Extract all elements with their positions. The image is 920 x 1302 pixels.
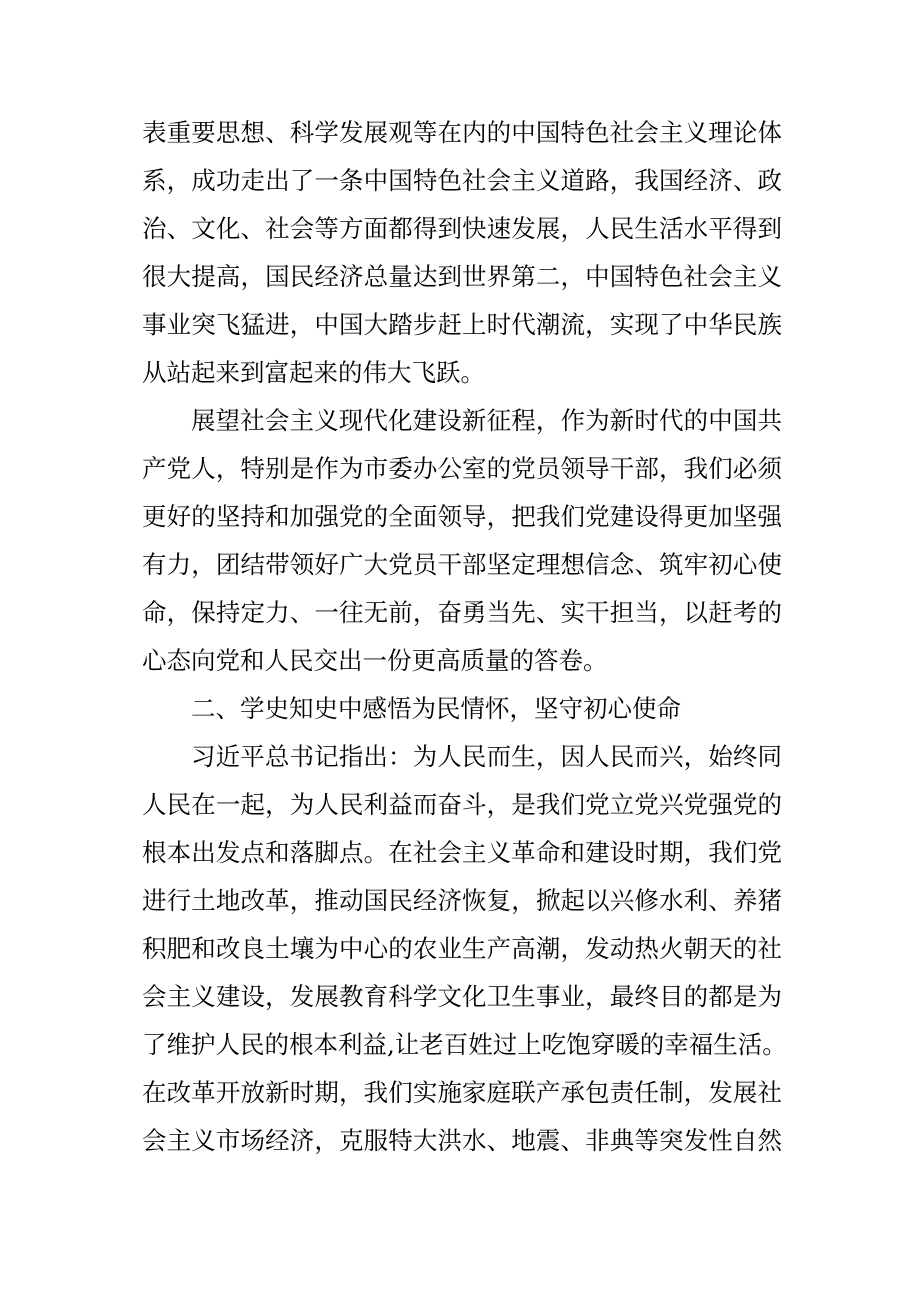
text-line: 根本出发点和落脚点。在社会主义革命和建设时期，我们党 [142, 838, 782, 867]
text-line: 积肥和改良土壤为中心的农业生产高潮，发动热火朝天的社 [142, 934, 782, 963]
section-heading-text: 二、学史知史中感悟为民情怀，坚守初心使命 [191, 694, 681, 723]
text-line: 在改革开放新时期，我们实施家庭联产承包责任制，发展社 [142, 1078, 782, 1107]
paragraph-4 [142, 733, 787, 1165]
text-line: 治、文化、社会等方面都得到快速发展，人民生活水平得到 [142, 214, 782, 243]
text-line: 从站起来到富起来的伟大飞跃。 [142, 358, 485, 387]
paragraph-1 [142, 109, 782, 397]
text-line: 产党人，特别是作为市委办公室的党员领导干部，我们必须 [142, 454, 782, 483]
text-line: 了维护人民的根本利益,让老百姓过上吃饱穿暖的幸福生活。 [142, 1030, 787, 1059]
text-line: 更好的坚持和加强党的全面领导，把我们党建设得更加坚强 [142, 502, 782, 531]
text-line: 有力，团结带领好广大党员干部坚定理想信念、筑牢初心使 [142, 550, 782, 579]
text-line: 会主义建设，发展教育科学文化卫生事业，最终目的都是为 [142, 982, 782, 1011]
text-line: 很大提高，国民经济总量达到世界第二，中国特色社会主义 [142, 262, 782, 291]
text-line: 习近平总书记指出：为人民而生，因人民而兴，始终同 [191, 742, 782, 771]
text-line: 表重要思想、科学发展观等在内的中国特色社会主义理论体 [142, 118, 782, 147]
document-body [142, 109, 787, 1165]
text-line: 命，保持定力、一往无前，奋勇当先、实干担当，以赶考的 [142, 598, 782, 627]
text-line: 心态向党和人民交出一份更高质量的答卷。 [142, 646, 608, 675]
text-line: 系，成功走出了一条中国特色社会主义道路，我国经济、政 [142, 166, 782, 195]
text-line: 展望社会主义现代化建设新征程，作为新时代的中国共 [191, 406, 782, 435]
paragraph-2 [142, 397, 782, 685]
text-line: 事业突飞猛进，中国大踏步赶上时代潮流，实现了中华民族 [142, 310, 782, 339]
text-line: 进行土地改革，推动国民经济恢复，掀起以兴修水利、养猪 [142, 886, 782, 915]
section-heading [142, 685, 782, 733]
text-line: 会主义市场经济，克服特大洪水、地震、非典等突发性自然 [142, 1126, 782, 1155]
text-line: 人民在一起，为人民利益而奋斗，是我们党立党兴党强党的 [142, 790, 782, 819]
